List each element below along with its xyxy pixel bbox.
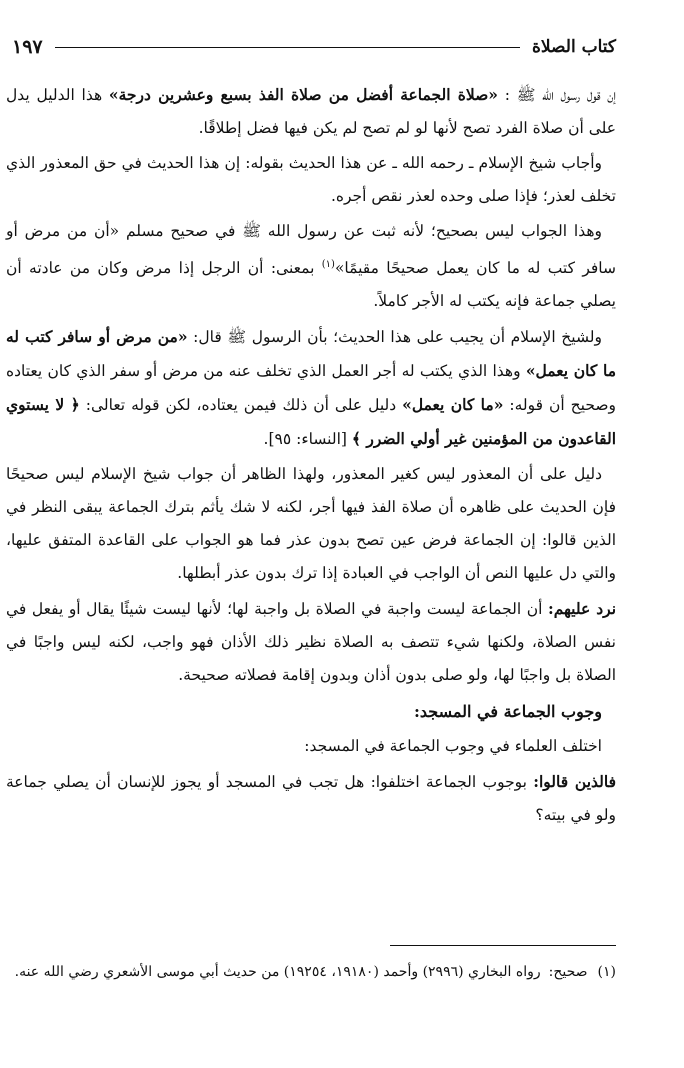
- quran-verse: ﴿ لا يستوي القاعدون من المؤمنين غير أولي الضرر ﴾: [6, 395, 616, 449]
- p8-rest: بوجوب الجماعة اختلفوا: هل تجب في المسجد أو يجوز للإنسان أن يصلي جماعة ولو في بيته؟: [6, 773, 616, 825]
- p3-text: وهذا الجواب ليس بصحيح؛ لأنه ثبت عن رسول الله ﷺ في صحيح مسلم «أن من مرض أو سافر كتب له ما كان يعمل صحيحًا مقيمًا»: [6, 222, 617, 278]
- footnote-label: صحيح:: [548, 964, 588, 980]
- verse-citation: [النساء: ٩٥].: [263, 430, 352, 449]
- header-rule: [55, 47, 520, 48]
- footnote-rule: [390, 945, 616, 946]
- p1-hadith-quote: «صلاة الجماعة أفضل من صلاة الفذ بسبع وعشرين درجة»: [108, 85, 498, 104]
- page-number: ١٩٧: [12, 36, 43, 58]
- p6-lead: نرد عليهم:: [547, 599, 617, 619]
- footnote-number: (١): [597, 964, 616, 980]
- paragraph-1: [6, 78, 616, 145]
- p4-quote-2: «ما كان يعمل»: [402, 395, 504, 415]
- page-header: [12, 32, 616, 62]
- p4-mid: وهذا الذي يكتب له أجر العمل الذي تخلف عنه من مرض أو سفر الذي كان يعتاده وصحيح أن قوله:: [6, 362, 616, 415]
- paragraph-2: وأجاب شيخ الإسلام ـ رحمه الله ـ عن هذا الحديث بقوله: إن هذا الحديث في حق المعذور الذي تخلف لعذر؛ فإذا صلى وحده لعذر نقص أجره.: [6, 154, 616, 205]
- footnote-ref: (١): [321, 259, 335, 270]
- p4-hadith-quote: «من مرض أو سافر كتب له ما كان يعمل»: [6, 327, 616, 381]
- footnote: [6, 958, 616, 986]
- p1-rest: هذا الدليل يدل على أن صلاة الفرد تصح لأنها لو لم تصح لم يكن فيها فضل إطلاقًا.: [6, 86, 616, 137]
- paragraph-3: [6, 215, 616, 318]
- running-head: كتاب الصلاة: [531, 37, 616, 57]
- paragraph-5: دليل على أن المعذور ليس كغير المعذور، ولهذا الظاهر أن جواب شيخ الإسلام ليس صحيحًا فإن الحديث على ظاهره أن صلاة الفذ فيها أجر، لكنه لا شك يأثم بترك الجماعة يبقى النظر في الذين قالوا: إن الجماعة فرض عين تصح بدون عذر فما هو الجواب على القاعدة المتفق عليها، والتي دل عليها النص أن الواجب في العبادة إذا ترك بدون عذر أبطلها.: [6, 465, 616, 583]
- p8-lead: فالذين قالوا:: [533, 772, 616, 792]
- p3-rest: بمعنى: أن الرجل إذا مرض وكان من عادته أن يصلي جماعة فإنه يكتب له الأجر كاملاً.: [6, 259, 616, 311]
- paragraph-4: [6, 320, 616, 456]
- paragraph-8: [6, 765, 616, 832]
- body-text: [6, 78, 616, 834]
- section-heading: وجوب الجماعة في المسجد:: [413, 702, 602, 722]
- p6-rest: أن الجماعة ليست واجبة في الصلاة بل واجبة لها؛ لأنها ليست شيئًا يقال أو يفعل في نفس الصلاة، ولكنها شيء تتصف به الصلاة نظير ذلك الأذان فهو واجب، لكنه ليس واجبًا في الصلاة بل واجبًا لها، ولو صلى بدون أذان وبدون إقامة فصلاته صحيحة.: [6, 600, 616, 685]
- p4-lead: ولشيخ الإسلام أن يجيب على هذا الحديث؛ بأن الرسول ﷺ قال:: [187, 328, 602, 347]
- p1-lead: إن قول رسول الله ﷺ :: [504, 86, 617, 104]
- footnote-text: رواه البخاري (٢٩٩٦) وأحمد (١٩١٨٠، ١٩٢٥٤) من حديث أبي موسى الأشعري رضي الله عنه.: [14, 964, 541, 980]
- paragraph-6: [6, 592, 616, 692]
- p4-mid-2: دليل على أن ذلك فيمن يعتاده، لكن قوله تعالى:: [79, 396, 403, 415]
- paragraph-7: اختلف العلماء في وجوب الجماعة في المسجد:: [304, 737, 602, 756]
